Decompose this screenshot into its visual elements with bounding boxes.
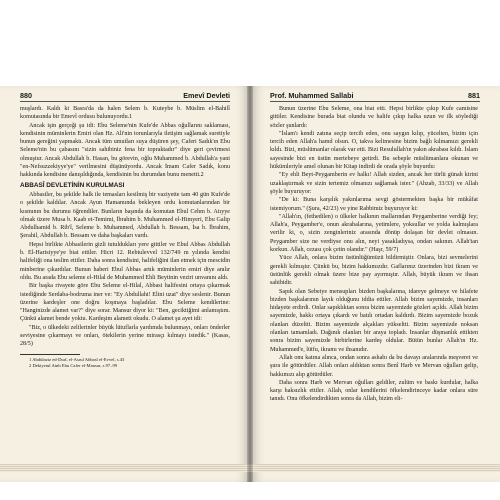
- paragraph: "İslam'ı kendi zatına seçip tercih eden, onu saygın kılıp, yücelten, bizim için tercih eden Allah'a hamd olsun. O, takva kelimesine bizim bağlı kılmamızı gerekli kıldı. Bizi, müslümanlar olarak var etti. Bizi Resulullah'ın yakın akrabası kıldı. İslam sayesinde bizi en üstün mertebeye getirdi. Bu sebeple müslümanlara okunan ve hükümleriyle amel olunan bir Kitap indirdi de orada şöyle buyurdu:: [270, 130, 478, 171]
- page-edge: [250, 464, 500, 472]
- running-head: Prof. Muhammed Sallabi: [270, 90, 354, 100]
- right-page-content: [270, 105, 478, 478]
- footnote-rule: [20, 354, 80, 355]
- page-number: 880: [20, 90, 32, 100]
- paragraph: "De ki: Buna karşılık yakınlarıma sevgi göstermekten başka bir mükâfat istemiyorum." (Şura, 42/23) ve yine Rabbimiz buyuruyor ki:: [270, 197, 478, 212]
- paragraph: Daha sonra Harb ve Mervan oğulları geldiler, zulüm ve baskı kurdular, halka karşı haksızlık ettiler. Allah, onlar kendilerini öfkelendirinceye kadar onlara süre tanıdı. Onu öfkelendirdikten sonra da Allah, bizim eli-: [270, 379, 478, 403]
- paragraph: Bunun üzerine Ebu Seleme, ona biat etti. Hepsi birlikte çıkıp Kufe camisine gittiler. Kendisine burada biat olundu ve halife çıkıp halka uzun ve ilk söylediği sözler şunlardı:: [270, 106, 478, 129]
- paragraph: Yüce Allah, onlara bizim üstünlüğümüzü bildirmiştir. Onlara, bizi sevmelerini gerekli kılmıştır. Çünkü bu, bizim hakkımızdır. Gaflarınız üzerinden bizi ikram ve üstünlük gerekli olmak üzere bize pay ayırmıştır. Allah, büyük ikram ve ihsan sahibidir.: [270, 255, 478, 287]
- section-title: ABBASÎ DEVLETİNİN KURULMASI: [20, 181, 125, 189]
- book-gutter: [247, 86, 253, 482]
- right-page-header: [270, 89, 480, 102]
- left-page: [0, 86, 250, 482]
- running-head: Emevî Devleti: [183, 90, 230, 100]
- page-edge: [0, 464, 250, 472]
- paragraph: Allah onu katına alınca, ondan sonra ashabı da bu davayı aralarında meşveret ve şura ile götürdüler. Allah onları aldıktan sonra Benî Harb ve Mervan oğulları gelip, hakkımızı alıp götürdüler.: [270, 354, 478, 378]
- paragraph: Bir başka rivayete göre Ebu Seleme el-Hilal, Abbasi halifesini ortaya çıkarmak istediğinde Serdaba-bodruma iner ve: "Ey Abdullahi! Elini uzat" diye seslenir. Bunun üzerine kardeşler one doğru koşmaya başladılar. Ebu Seleme kendilerine: "Hanginizde alamet var?" diye sorar. Mansur diyor ki: "Ben, geciktiğimi anlamıştım. Çünkü alamet bende yoktu. Kardeşim alameti okudu. O alamet şu ayet idi:: [20, 283, 230, 323]
- right-page: [250, 86, 500, 482]
- footnote: 1 Abdülaziz ed-Durî, el-Asrul Abbasî el-Evvel, s.43: [29, 356, 125, 362]
- paragraph: Sapık olan Sebeiye mensupları bizden başkalarına, idareye gelmeye ve hilafete bizden başkalarının layık olduğunu iddia ettiler. Allah bizim sayemizde, insanları hidayete erdirdi. Onlar sapıklıktan sonra bizim sayemizde gözleri açıldı. Allah bizim sayemizde, hakkı ortaya çıkardı ve batılı ortadan kaldırdı. Bizim sayemizde bozuk olanları düzeltti. Bizim sayemizde alçakları yükseltti. Bizim sayemizde noksan olanları tamamladı. Dağınık olanları bir araya topladı. İnsanlar düşmanlık ettikten sonra bizim sayemizde birbirlerine kardeş oldular. Bütün bunlar Allah'ın Hz. Muhammed'e, lütfu, ikramı ve ihsanıdır.: [270, 288, 478, 353]
- paragraph: Hepsi birlikte Abbasilerin gizli tutuldukları yere gittiler ve Ebul Abbas Abdullah b. El-Harisiyye'ye biat ettiler. Hicri 12. Rebiulevvel 132/749 m yılında kendisi halifeliği ona teslim ettiler. Daha sonra kendisini, halifeliğini ilan etmek için mescidin minberine çıkardılar. Bunun haberi Ebul Abbas artık müminlerin emiri diye anılır oldu. Bu arada Ebu seleme el-Hilal de Muhammed Ehli Beytinin veziri unvanını aldı.: [20, 241, 230, 281]
- paragraph: Abbasiler, bu şekilde halk ile temasları kesilmiş bir vaziyette tam 40 gün Kufe'de o şekilde kaldılar. Ancak Ayun Hamamında bekleyen ordu komutanlarından bir kısmının bu durumu öğrendiler. Bunların başında da komutan Ebul Cehm b. Atıyye olmak üzere Musa b. Kaab et-Temimi, İbrahim b. Muhammed el-Himyeri, Ebu Galip Abdulhamid b. Rib'î, Seleme b. Muhammed, Abdullah b. Bessam, İsa b. İbrahim, Şerahil, Abdullah b. Bessam ve daha başkaları vardı.: [20, 191, 230, 240]
- quote-paragraph: "Biz, o ülkedeki zelilerinler büyük lütuflarla yardımda bulunmayı, onları önderler seviyesine çıkarmayı ve onları, ötekilerin yerine mirasçı kılmayı istedik." (Kasas, 28/5): [20, 324, 230, 348]
- page-number: 881: [468, 90, 480, 100]
- paragraph: muşlardı. Kaldı ki Basra'da da halen Selem b. Kuteybe b. Müslim el-Bahilî komutasında bir Emevî ordusu bulunuyordu.1: [20, 106, 230, 121]
- footnote: 2 Dekiyetul Ainb Ebu Cafer el-Mansur, s.97–99: [29, 362, 118, 368]
- paragraph: "Allah'ın, (fethedilen) o ülkeler halkının mallarından Peygamberine verdiği fey; Allah'a, Peygamber'e, onun akrabalarına, yetimlere, yoksullar ve yolda kalmışlara verilir ki, o, sizin zenginleriniz arasında dönüp dolaşan bir devlet olmasın. Peygamber size ne verdiyse onu alın, neyi yasakladıysa, ondan sakının. Allah'tan korkun. Allah, cezası çok çetin olandır." (Haşr, 59/7): [270, 213, 478, 254]
- paragraph: Ancak işin gerçeği şu idi: Ebu Seleme'nin Kufe'de Abbas oğullarını saklaması, kendisinin müminlerin Emiri olan Hz. Ali'nin torunlarıyla iletişim sağlamak suretiyle bunun gereğini yapmaktı. Ancak tüm umutları suya düşüren şey, Caferi Sadık'ın Ebu Seleme'nin bu çabasını "sizin sahibiniz fena bir topraktadır" diye geri çevirmesi olmuştur. Ancak Abdullah b. Hasan, bu görevin, oğlu Muhammed b. Abdullah'a yani "en-Nefsuzzekiyye'ye" verilmesini düşünüyordu. Ancak İmam Cafer Sadık, konu hakkında kendisine danışıldığında, kendisinin bu durumdan bunu menetti.2: [20, 122, 230, 179]
- left-page-header: [20, 89, 230, 102]
- paragraph: "Ey ehli Beyt-Peygamberin ev halkı! Allah sizden, ancak her türlü günah kirini uzaklaştırmak ve sizin tertemiz olmanızı sağlamak ister." (Ahzab, 33/33) ve Allah şöyle buyuruyor:: [270, 172, 478, 195]
- left-page-content: [20, 105, 230, 478]
